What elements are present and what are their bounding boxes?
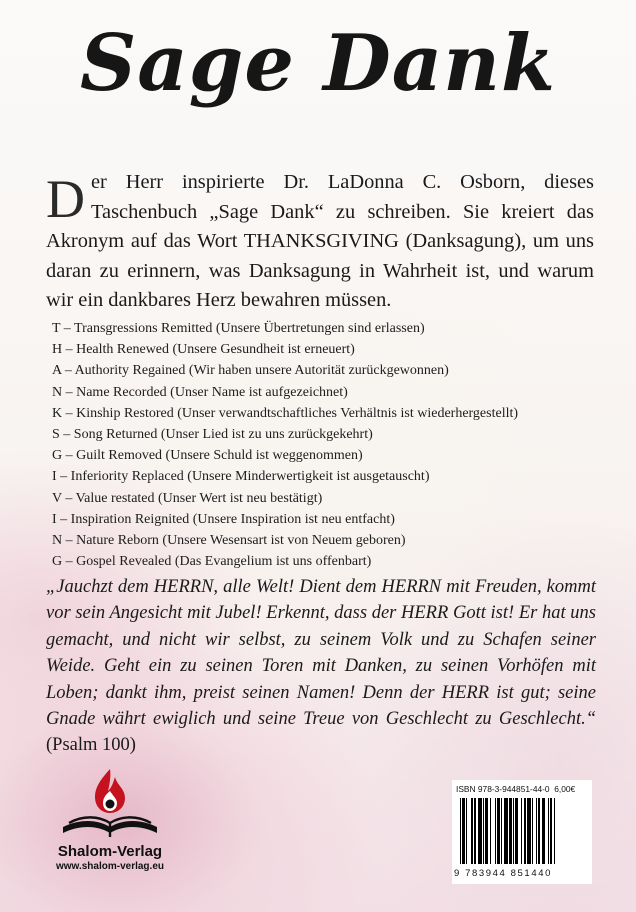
barcode-stripe: [462, 798, 464, 864]
barcode-stripe: [538, 798, 540, 864]
barcode-stripe: [521, 798, 522, 864]
quote-text: „Jauchzt dem HERRN, alle Welt! Dient dem HERRN mit Freuden, kommt vor sein Angesicht mit Jubel! Erkennt, dass der HERR Gott ist! Er hat uns gemacht, und nicht wir selbst, zu seinem Volk und zu Schafen seiner Weide. Geht ein zu seinen Toren mit Danken, zu seinen Vorhöfen mit Loben; dankt ihm, preist seinen Namen! Denn der HERR ist gut; seine Gnade währt ewiglich und seine Treue von Geschlecht zu Geschlecht.“: [46, 577, 596, 730]
barcode-stripe: [497, 798, 499, 864]
barcode-stripe: [524, 798, 526, 864]
barcode-stripe: [485, 798, 487, 864]
psalm-quote: [46, 574, 596, 759]
barcode-stripe: [532, 798, 533, 864]
drop-cap: D: [46, 169, 85, 229]
barcode-stripe: [536, 798, 537, 864]
barcode-stripe: [504, 798, 508, 864]
barcode-stripe: [490, 798, 491, 864]
barcode-digits: 9 783944 851440: [454, 868, 552, 879]
acronym-item: N – Name Recorded (Unser Name ist aufgezeichnet): [52, 384, 348, 400]
publisher-logo: [40, 765, 180, 905]
barcode-stripe: [548, 798, 549, 864]
barcode-stripe: [471, 798, 473, 864]
acronym-item: A – Authority Regained (Wir haben unsere Autorität zurückgewonnen): [52, 363, 449, 379]
barcode-stripe: [495, 798, 496, 864]
barcode-bars: [460, 798, 584, 868]
acronym-item: I – Inferiority Replaced (Unsere Minderwertigkeit ist ausgetauscht): [52, 469, 430, 485]
barcode-stripe: [550, 798, 552, 864]
publisher-website[interactable]: www.shalom-verlag.eu: [56, 861, 164, 872]
acronym-item: H – Health Renewed (Unsere Gesundheit ist erneuert): [52, 342, 355, 358]
barcode-stripe: [513, 798, 514, 864]
barcode-stripe: [509, 798, 511, 864]
isbn-line: [456, 784, 590, 794]
barcode-stripe: [542, 798, 546, 864]
barcode-stripe: [460, 798, 461, 864]
barcode-stripe: [554, 798, 555, 864]
quote-reference: (Psalm 100): [46, 735, 136, 756]
barcode-label: [452, 780, 592, 884]
isbn-number: ISBN 978-3-944851-44-0: [456, 784, 550, 794]
acronym-item: V – Value restated (Unser Wert ist neu bestätigt): [52, 490, 323, 506]
acronym-item: G – Gospel Revealed (Das Evangelium ist uns offenbart): [52, 554, 372, 570]
intro-paragraph: [46, 168, 594, 316]
intro-text: er Herr inspirierte Dr. LaDonna C. Osborn, dieses Taschenbuch „Sage Dank“ zu schreiben. Sie kreiert das Akronym auf das Wort THANKSGIVING (Danksagung), um uns daran zu erinnern, was Danksagung in Wahrheit ist, und warum wir ein dankbares Herz bewahren müssen.: [46, 171, 594, 311]
barcode-stripe: [527, 798, 531, 864]
barcode-stripe: [501, 798, 502, 864]
acronym-item: N – Nature Reborn (Unsere Wesensart ist von Neuem geboren): [52, 533, 406, 549]
barcode-stripe: [474, 798, 475, 864]
acronym-item: K – Kinship Restored (Unser verwandtschaftliches Verhältnis ist wiederhergestellt): [52, 405, 519, 421]
price: 6,00€: [554, 784, 576, 794]
acronym-list: [52, 318, 612, 572]
flame-bible-icon: [55, 765, 165, 843]
publisher-name: Shalom-Verlag: [57, 843, 163, 860]
acronym-item: I – Inspiration Reignited (Unsere Inspiration ist neu entfacht): [52, 511, 395, 527]
acronym-item: T – Transgressions Remitted (Unsere Übertretungen sind erlassen): [52, 321, 425, 336]
barcode-stripe: [483, 798, 484, 864]
cover-title: Sage Dank: [79, 18, 557, 109]
barcode-stripe: [466, 798, 467, 864]
acronym-item: G – Guilt Removed (Unsere Schuld ist weggenommen): [52, 448, 363, 464]
acronym-item: S – Song Returned (Unser Lied ist zu uns zurückgekehrt): [52, 427, 373, 443]
barcode-stripe: [515, 798, 517, 864]
barcode-stripe: [478, 798, 482, 864]
